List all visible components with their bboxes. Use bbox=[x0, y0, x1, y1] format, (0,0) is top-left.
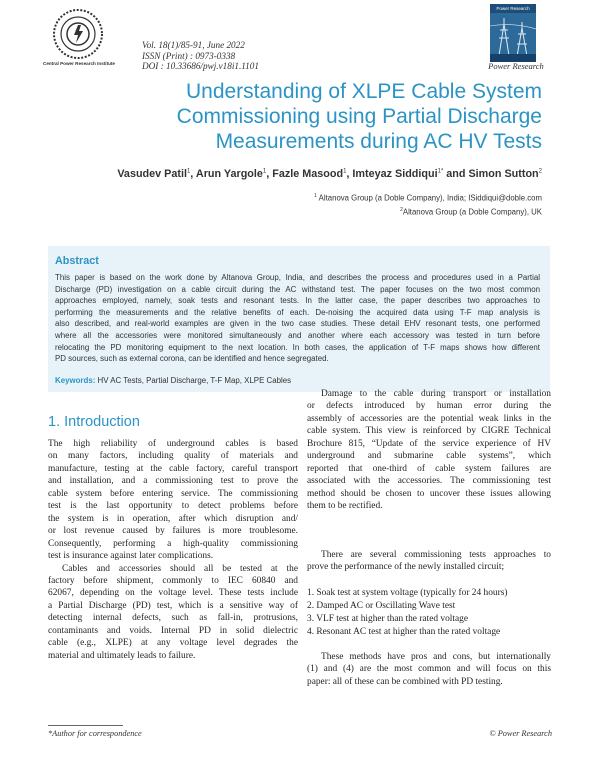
abstract-line: performing the measurements and the relative benefits of each. De-noising the acquired data using T-F map analysis is bbox=[55, 307, 540, 317]
body-line: them to be rectified. bbox=[307, 501, 383, 512]
body-line: manufacture, testing at the cable factory, careful transport bbox=[48, 463, 298, 474]
author-name: Vasudev Patil bbox=[117, 168, 187, 180]
body-line: (1) and (4) are the most common and will focus on this bbox=[307, 664, 551, 675]
right-column-mid bbox=[307, 549, 551, 574]
body-line: test is insurance against later complications. bbox=[48, 551, 214, 562]
author-list: Vasudev Patil$^1$, Arun Yargole$^1$, Fazle Masood$^1$, Imteyaz Siddiqui$^{1*}$ and Simon Sutton$^2$ bbox=[117, 168, 542, 180]
author-sup: 1 bbox=[186, 168, 191, 175]
body-line: Brochure 815, “Update of the service experience of HV bbox=[307, 438, 551, 449]
author-sup: 1* bbox=[437, 168, 444, 175]
affiliation bbox=[400, 207, 542, 217]
body-line: reported that one-third of cable system failures are bbox=[307, 463, 551, 474]
author-name: Imteyaz Siddiqui bbox=[352, 168, 438, 180]
footer-copyright: © Power Research bbox=[489, 729, 552, 738]
body-line: factory before shipment, commonly to IEC 60840 and bbox=[48, 575, 298, 586]
body-line: detecting internal defects, such as fall-in, protrusions, bbox=[48, 613, 298, 624]
title-line: Understanding of XLPE Cable System bbox=[185, 80, 542, 103]
affiliation bbox=[314, 193, 542, 203]
body-line: and installation, and a commissioning test to prove the bbox=[48, 476, 298, 487]
left-column bbox=[48, 438, 298, 662]
body-line: cable system. This view is reinforced by CIGRE Technical bbox=[307, 426, 551, 437]
affiliation-sup: 2 bbox=[400, 207, 403, 213]
abstract-line: PD sources, such as external corona, can be identified and hence segregated. bbox=[55, 354, 329, 364]
affiliation-sup: 1 bbox=[314, 193, 317, 199]
section-heading: 1. Introduction bbox=[48, 414, 140, 430]
right-column-top bbox=[307, 388, 551, 513]
body-line: associated with the accessories. The commissioning test bbox=[307, 476, 551, 487]
body-line: underground and submarine cable systems”, which bbox=[307, 451, 551, 462]
journal-label: Power Research bbox=[488, 61, 544, 71]
body-line: contaminants and voids. Internal PD in solid dielectric bbox=[48, 625, 298, 636]
title-line: Measurements during AC HV Tests bbox=[215, 130, 542, 153]
body-line: These methods have pros and cons, but internationally bbox=[321, 652, 551, 662]
title-line: Commissioning using Partial Discharge bbox=[176, 105, 542, 128]
cpri-logo bbox=[52, 8, 104, 60]
keywords-label: Keywords: bbox=[55, 376, 96, 385]
abstract-line: also described, and real-world examples are given in the two case studies. These detail EHV resonant tests, one performed bbox=[55, 319, 540, 329]
keywords-text: HV AC Tests, Partial Discharge, T-F Map, XLPE Cables bbox=[97, 376, 292, 385]
body-line: test is the last opportunity to detect problems before bbox=[48, 501, 298, 512]
body-line: or lost revenue caused by failures is more troublesome. bbox=[48, 526, 298, 537]
author-sup: 1 bbox=[343, 168, 347, 175]
abstract-text bbox=[55, 272, 540, 365]
author-name: Arun Yargole bbox=[195, 168, 263, 180]
volume: Vol. 18(1)/85-91, June 2022 bbox=[142, 40, 245, 50]
author-sup: 1 bbox=[262, 168, 267, 175]
body-line: 62067, depending on the voltage level. These tests include bbox=[48, 588, 298, 599]
author-sup: 2 bbox=[538, 168, 542, 175]
author-name: Simon Sutton bbox=[468, 168, 539, 180]
body-line: on many factors, including quality of materials and bbox=[48, 451, 298, 462]
list-item: 1. Soak test at system voltage (typically for 24 hours) bbox=[307, 588, 508, 598]
paper-title bbox=[130, 79, 542, 154]
abstract-line: relocating the PD monitoring equipment to the next location. In both cases, the application of T-F maps shows how different bbox=[55, 342, 540, 352]
abstract-line: where all the accessories were monitored simultaneously and another where each accessory was tested in turn before bbox=[55, 330, 540, 340]
body-line: paper: all of these can be combined with PD testing. bbox=[307, 676, 503, 687]
abstract-line: approaches employed, namely, soak tests and resonant tests. In the latter case, the paper describes two approaches to bbox=[55, 296, 540, 306]
body-line: Cables and accessories should all be tested at the bbox=[62, 563, 298, 574]
body-line: Consequently, performing a high-quality commissioning bbox=[48, 538, 298, 549]
body-line: method should be chosen to uncover these issues allowing bbox=[307, 488, 551, 499]
body-line: prove the performance of the newly installed circuit; bbox=[307, 562, 505, 573]
abstract-heading: Abstract bbox=[55, 255, 99, 267]
body-line: Damage to the cable during transport or installation bbox=[321, 389, 551, 399]
body-line: cable (e.g., XLPE) at any voltage level degrades the bbox=[48, 638, 298, 649]
list-item: 4. Resonant AC test at higher than the rated voltage bbox=[307, 627, 501, 638]
body-line: assembly of accessories are the potential weak links in the bbox=[307, 413, 551, 424]
affiliation-text: Altanova Group (a Doble Company), India; ISiddiqui@doble.com bbox=[318, 193, 542, 203]
doi: DOI : 10.33686/pwj.v18i1.1101 bbox=[142, 61, 259, 72]
methods-list bbox=[307, 587, 551, 639]
journal-cover-image bbox=[490, 4, 536, 62]
right-column-bottom bbox=[307, 651, 551, 688]
author-name: Fazle Masood bbox=[272, 168, 344, 180]
journal-info bbox=[142, 40, 259, 72]
journal-cover-title: Power Research bbox=[496, 6, 530, 11]
abstract-line: This paper is based on the work done by Altanova Group, India, and describes the process and procedures used in a Partial bbox=[55, 273, 540, 282]
abstract-line: Discharge (PD) investigation on a cable circuit during the AC withstand test. The paper focuses on the two most common bbox=[55, 284, 540, 294]
list-item: 2. Damped AC or Oscillating Wave test bbox=[307, 601, 456, 612]
body-line: or defects introduced by human error during the bbox=[307, 401, 551, 412]
body-line: The high reliability of underground cables is based bbox=[48, 439, 298, 449]
body-line: cable system before entering service. The commissioning bbox=[48, 488, 298, 499]
issn: ISSN (Print) : 0973-0338 bbox=[142, 50, 236, 61]
body-line: the system is in operation, after which disruption and/ bbox=[48, 513, 298, 524]
footnote-divider bbox=[48, 725, 123, 726]
footnote: *Author for correspondence bbox=[48, 729, 142, 738]
body-line: There are several commissioning tests approaches to bbox=[321, 550, 551, 560]
body-line: material and ultimately leads to failure. bbox=[48, 650, 196, 661]
institute-name: Central Power Research Institute bbox=[43, 61, 115, 66]
body-line: a Partial Discharge (PD) test, which is a sensitive way of bbox=[48, 600, 298, 611]
list-item: 3. VLF test at higher than the rated voltage bbox=[307, 614, 468, 625]
keywords bbox=[55, 376, 291, 385]
affiliation-text: Altanova Group (a Doble Company), UK bbox=[402, 207, 542, 217]
